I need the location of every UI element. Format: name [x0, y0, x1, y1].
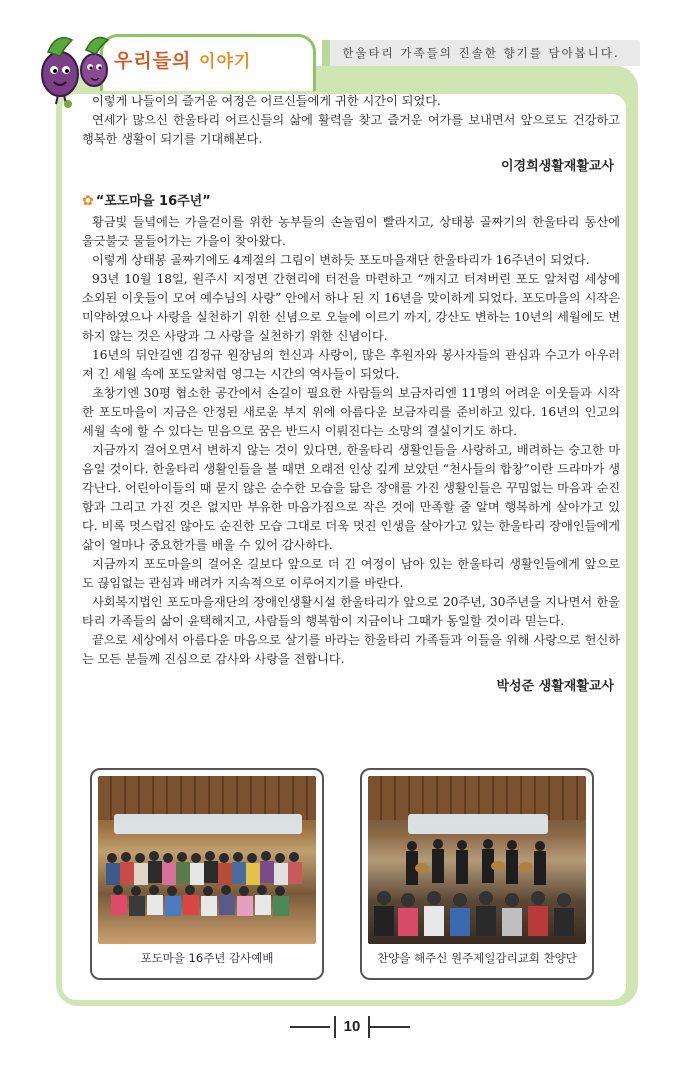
article2-heading: [82, 192, 620, 211]
article1-paragraph: 연세가 많으신 한울타리 어르신들의 삶에 활력을 찾고 즐거운 여가를 보내면서 앞으로도 건강하고 행복한 생활이 되기를 기대해본다.: [82, 113, 620, 146]
article2-paragraph: 93년 10월 18일, 원주시 지정면 간현리에 터전을 마련하고 “깨지고 터져버린 포도 알처럼 세상에 소외된 이웃들이 모여 예수님의 사랑” 안에서 하나 된 지 16년을 맞이하게 되었다. 포도마을의 시작은 미약하였으나 사랑을 실천하기 위한 신념으로 오늘에 이르기 까지, 강산도 변하는 10년의 세월에도 변하지 않는 것은 사랑과 그 사랑을 실천하기 위한 신념이다.: [82, 272, 620, 343]
section-title-part2: 이야기: [199, 52, 252, 72]
photo-choir-performance: [368, 776, 586, 944]
article2-paragraph: 초창기엔 30평 협소한 공간에서 손길이 필요한 사람들의 보금자리엔 11명의 어려운 이웃들과 시작한 포도마을이 지금은 안정된 새로운 부지 위에 아름다운 보금자리를 준비하고 있다. 16년의 인고의 세월 속에 할 수 있다는 믿음으로 꿈은 반드시 이뤄진다는 소망의 결실이기도 하다.: [82, 386, 620, 438]
article2-paragraph: 황금빛 들녘에는 가을걷이를 위한 농부들의 손놀림이 빨라지고, 상태봉 골짜기의 한울타리 동산에 울긋불긋 물들어가는 가을이 찾아왔다.: [82, 215, 620, 248]
bullet-dot-icon: [64, 100, 72, 108]
footer-rule-right: [370, 1026, 410, 1028]
article2-paragraph: 16년의 뒤안길엔 김정규 원장님의 헌신과 사랑이, 많은 후원자와 봉사자들의 관심과 수고가 아우러져 긴 세월 속에 포도알처럼 영그는 시간의 역사들이 되었다.: [82, 348, 620, 381]
page-footer: [290, 1016, 410, 1038]
flower-icon: ✿: [82, 193, 94, 209]
photo-card-choir: [360, 768, 594, 980]
article2-heading-text: “포도마을 16주년”: [95, 194, 211, 209]
header-tagline: 한울타리 가족들의 진솔한 향기를 담아봅니다.: [322, 40, 640, 66]
section-title: [114, 46, 251, 73]
photo-banner: [408, 814, 548, 834]
article1-signature: 이경희생활재활교사: [500, 159, 614, 174]
photo-card-anniversary: [90, 768, 324, 980]
article-body: [82, 92, 620, 712]
article2-paragraph: 끝으로 세상에서 아름다운 마음으로 살기를 바라는 한울타리 가족들과 이들을 위해 사랑으로 헌신하는 모든 분들께 진심으로 감사와 사랑을 전합니다.: [82, 633, 620, 666]
photo-anniversary-service: [98, 776, 316, 944]
article2-paragraph: 지금까지 걸어오면서 변하지 않는 것이 있다면, 한울타리 생활인들을 사랑하고, 배려하는 숭고한 마음일 것이다. 한울타리 생활인들을 볼 때면 오래전 인상 깊게 보았던 “천사들의 합창”이란 드라마가 생각난다. 어린아이들의 때 묻지 않은 순수한 모습을 닮은 장애를 가진 생활인들은 꾸밈없는 마음과 순진함과 그리고 가진 것은 없지만 부유한 마음가짐으로 작은 것에 만족할 줄 알며 행복하게 살아가고 있다. 비록 멋스럽진 않아도 순진한 모습 그대로 더욱 멋진 인생을 살아가고 있는 한울타리 장애인들에게 삶이 얼마나 중요한가를 배울 수 있어 감사하다.: [82, 443, 620, 552]
photo-crowd: [102, 848, 312, 918]
photo-performers: [372, 836, 582, 936]
article2-paragraph: 이렇게 상태봉 골짜기에도 4계절의 그림이 변하듯 포도마을재단 한울타리가 16주년이 되었다.: [92, 253, 590, 267]
article2-paragraph: 사회복지법인 포도마을재단의 장애인생활시설 한울타리가 앞으로 20주년, 30주년을 지나면서 한울타리 가족들의 삶이 윤택해지고, 사람들의 행복함이 지금이나 그때가 동일할 것이라 믿는다.: [82, 595, 620, 628]
article2-signature: 박성준 생활재활교사: [496, 679, 614, 694]
photo-banner: [114, 814, 302, 834]
section-title-part1: 우리들의: [114, 50, 192, 72]
article2-paragraph: 지금까지 포도마을의 걸어온 길보다 앞으로 더 긴 여정이 남아 있는 한울타리 생활인들에게 앞으로도 끊임없는 관심과 배려가 지속적으로 이루어지기를 바란다.: [82, 557, 620, 590]
photo-caption: 포도마을 16주년 감사예배: [140, 951, 274, 965]
footer-rule-left: [290, 1026, 330, 1028]
page-number: 10: [334, 1016, 370, 1038]
photo-caption: 찬양을 해주신 원주제일감리교회 찬양단: [377, 951, 577, 965]
article1-paragraph: 이렇게 나들이의 즐거운 여정은 어르신들에게 귀한 시간이 되었다.: [92, 94, 441, 108]
